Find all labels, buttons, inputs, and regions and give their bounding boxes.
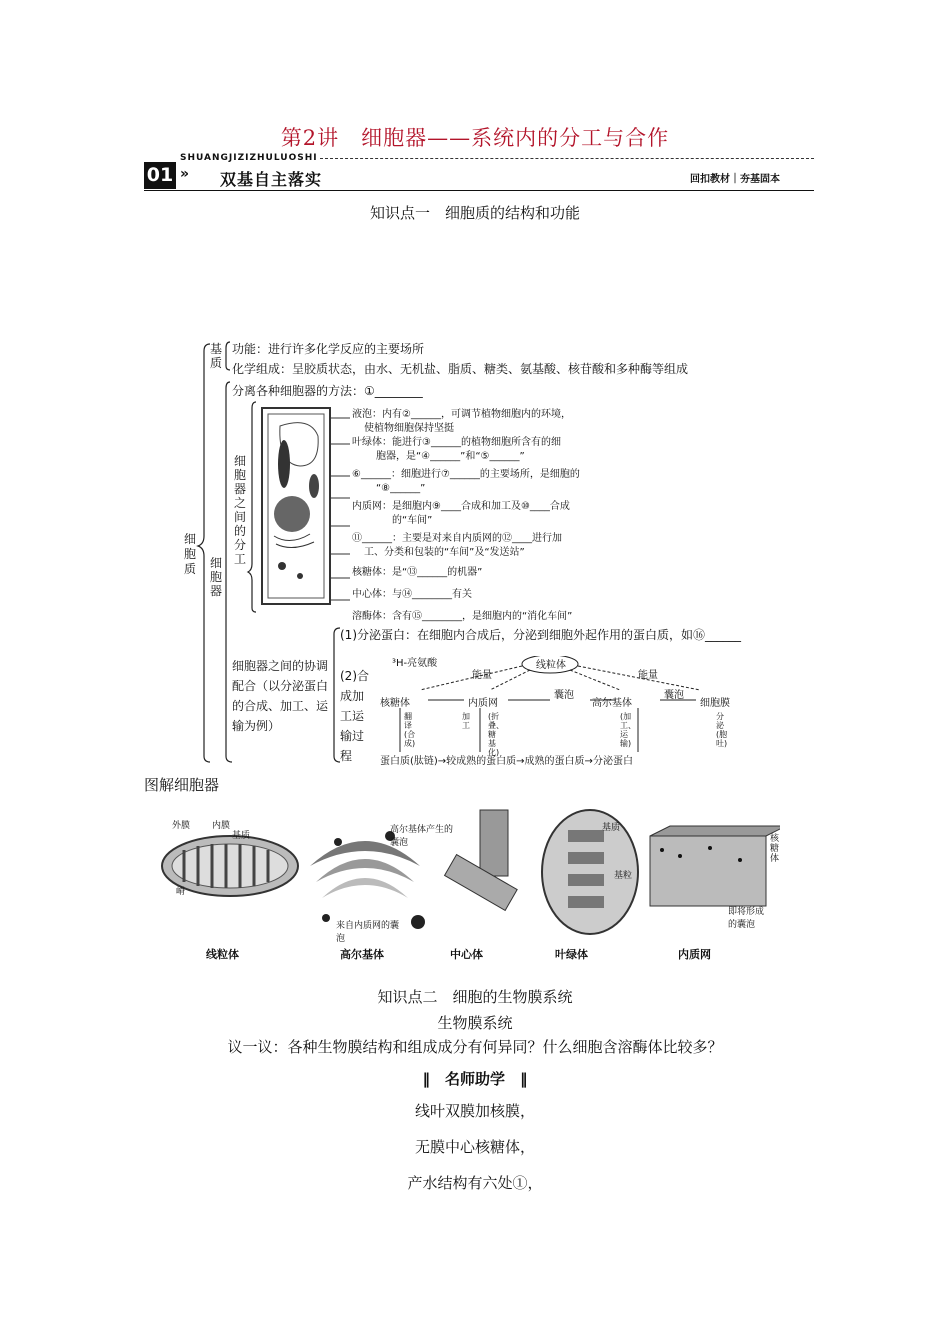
- item-golgi-1: ⑪______：主要是对来自内质网的⑫____进行加: [352, 533, 562, 544]
- label-forming-vesicle: 即将形成的囊泡: [728, 907, 765, 930]
- item-mitochondria-2: “⑧______”: [376, 483, 426, 494]
- tip-heading: 名师助学: [444, 1070, 505, 1088]
- item-chloroplast-2: 胞器，是“④______”和“⑤______”: [376, 451, 525, 462]
- item-vacuole-2: 使植物细胞保持坚挺: [364, 423, 454, 434]
- tip-line-1: 线叶双膜加核膜，: [414, 1102, 535, 1120]
- matrix-function: 功能：进行许多化学反应的主要场所: [232, 342, 425, 356]
- flow-vesicle-2: 囊泡: [664, 690, 684, 701]
- flow-mitochondria: 线粒体: [536, 660, 566, 671]
- process-label: (2)合成加工运输过程: [340, 669, 369, 763]
- item-er-2: 的“车间”: [392, 515, 433, 526]
- item-er-1: 内质网：是细胞内⑨____合成和加工及⑩____合成: [352, 501, 570, 512]
- flow-arrows: [380, 656, 790, 766]
- knowledge-point-2: 知识点二 细胞的生物膜系统: [377, 988, 573, 1006]
- secretion-flow: [380, 656, 790, 766]
- section-tag: 回扣教材｜夯基固本: [690, 174, 780, 185]
- label-granum: 基粒: [614, 871, 633, 881]
- flow-energy-2: 能量: [638, 670, 658, 681]
- heading-bar-right-icon: ‖: [505, 1070, 528, 1088]
- section-title: 双基自主落实: [220, 170, 323, 189]
- cooperation-label: 细胞器之间的协调配合（以分泌蛋白的合成、加工、运输为例）: [232, 659, 329, 733]
- label-ribosome: 核糖体: [770, 834, 780, 864]
- flow-ribosome: 核糖体: [380, 698, 410, 709]
- flow-bottom: 蛋白质(肽链)→较成熟的蛋白质→成熟的蛋白质→分泌蛋白: [380, 756, 633, 767]
- kp2-subtitle: 生物膜系统: [437, 1014, 513, 1032]
- knowledge-point-1: 知识点一 细胞质的结构和功能: [369, 204, 580, 222]
- pointer-lines: [330, 406, 350, 606]
- tip-heading-row: [0, 1068, 950, 1089]
- heading-bar-left-icon: ‖: [422, 1070, 445, 1088]
- flow-er: 内质网: [468, 698, 498, 709]
- flow-energy-1: 能量: [472, 670, 492, 681]
- label-outer-membrane: 外膜: [172, 821, 191, 831]
- er-icon: [650, 826, 780, 906]
- diagram-title: 图解细胞器: [144, 776, 220, 794]
- tip-line-3: 产水结构有六处①，: [407, 1174, 543, 1192]
- item-vacuole-1: 液泡：内有②______，可调节植物细胞内的环境，: [352, 409, 571, 420]
- flow-step-translate: 翻译(合成): [404, 712, 416, 748]
- division-label: 细胞器之间的分工: [234, 454, 247, 566]
- root-label: 细胞质: [184, 532, 197, 576]
- flow-step-process: 加工: [462, 712, 470, 730]
- page-title: 第2讲 细胞器——系统内的分工与合作: [280, 126, 670, 150]
- chevron-icon: »: [180, 166, 190, 182]
- label-matrix: 基质: [232, 831, 251, 841]
- label-inner-membrane: 内膜: [212, 821, 231, 831]
- section-pinyin: SHUANGJIZIZHULUOSHI: [180, 153, 318, 163]
- label-er-vesicle: 来自内质网的囊泡: [336, 921, 400, 944]
- flow-vesicle-1: 囊泡: [554, 690, 574, 701]
- caption-chloroplast: 叶绿体: [555, 948, 588, 961]
- discussion-question: 议一议：各种生物膜结构和组成成分有何异同？什么细胞含溶酶体比较多？: [227, 1038, 723, 1056]
- caption-mitochondrion: 线粒体: [206, 948, 239, 961]
- tip-line-2: 无膜中心核糖体，: [414, 1138, 535, 1156]
- label-stroma: 基质: [602, 823, 621, 833]
- item-lysosome: 溶酶体：含有⑮________，是细胞内的“消化车间”: [352, 611, 573, 622]
- dashed-rule: [320, 158, 814, 159]
- section-number-badge: 01: [144, 162, 176, 189]
- secretory-definition: (1)分泌蛋白：在细胞内合成后，分泌到细胞外起作用的蛋白质，如⑯______: [340, 628, 742, 642]
- header-rule: [144, 190, 814, 191]
- item-ribosome: 核糖体：是“⑬______的机器”: [352, 567, 483, 578]
- flow-step-secrete: 分泌(胞吐): [716, 712, 728, 748]
- item-centrosome: 中心体：与⑭________有关: [352, 589, 472, 600]
- flow-step-fold: (折叠、糖基化): [488, 712, 504, 757]
- item-golgi-2: 工、分类和包装的“车间”及“发送站”: [364, 547, 525, 558]
- organelle-label: 细胞器: [210, 556, 223, 598]
- caption-golgi: 高尔基体: [340, 948, 384, 961]
- plant-cell-illustration: [260, 406, 332, 606]
- label-golgi-vesicle: 高尔基体产生的囊泡: [390, 825, 454, 848]
- flow-golgi: 高尔基体: [592, 698, 632, 709]
- item-chloroplast-1: 叶绿体：能进行③______的植物细胞所含有的细: [352, 437, 561, 448]
- flow-membrane: 细胞膜: [700, 698, 730, 709]
- concept-tree: [180, 336, 790, 766]
- organelle-list: [352, 408, 580, 624]
- matrix-label: 基质: [210, 342, 223, 370]
- separation-method: 分离各种细胞器的方法：①________: [232, 384, 423, 398]
- matrix-composition: 化学组成：呈胶质状态，由水、无机盐、脂质、糖类、氨基酸、核苷酸和多种酶等组成: [232, 362, 689, 376]
- flow-step-transport: (加工、运输): [620, 712, 636, 748]
- label-crista: 嵴: [176, 887, 186, 897]
- caption-er: 内质网: [678, 948, 711, 961]
- item-mitochondria-1: ⑥______：细胞进行⑦______的主要场所，是细胞的: [352, 469, 580, 480]
- flow-start: ³H-亮氨酸: [392, 658, 438, 669]
- caption-centrosome: 中心体: [450, 948, 483, 961]
